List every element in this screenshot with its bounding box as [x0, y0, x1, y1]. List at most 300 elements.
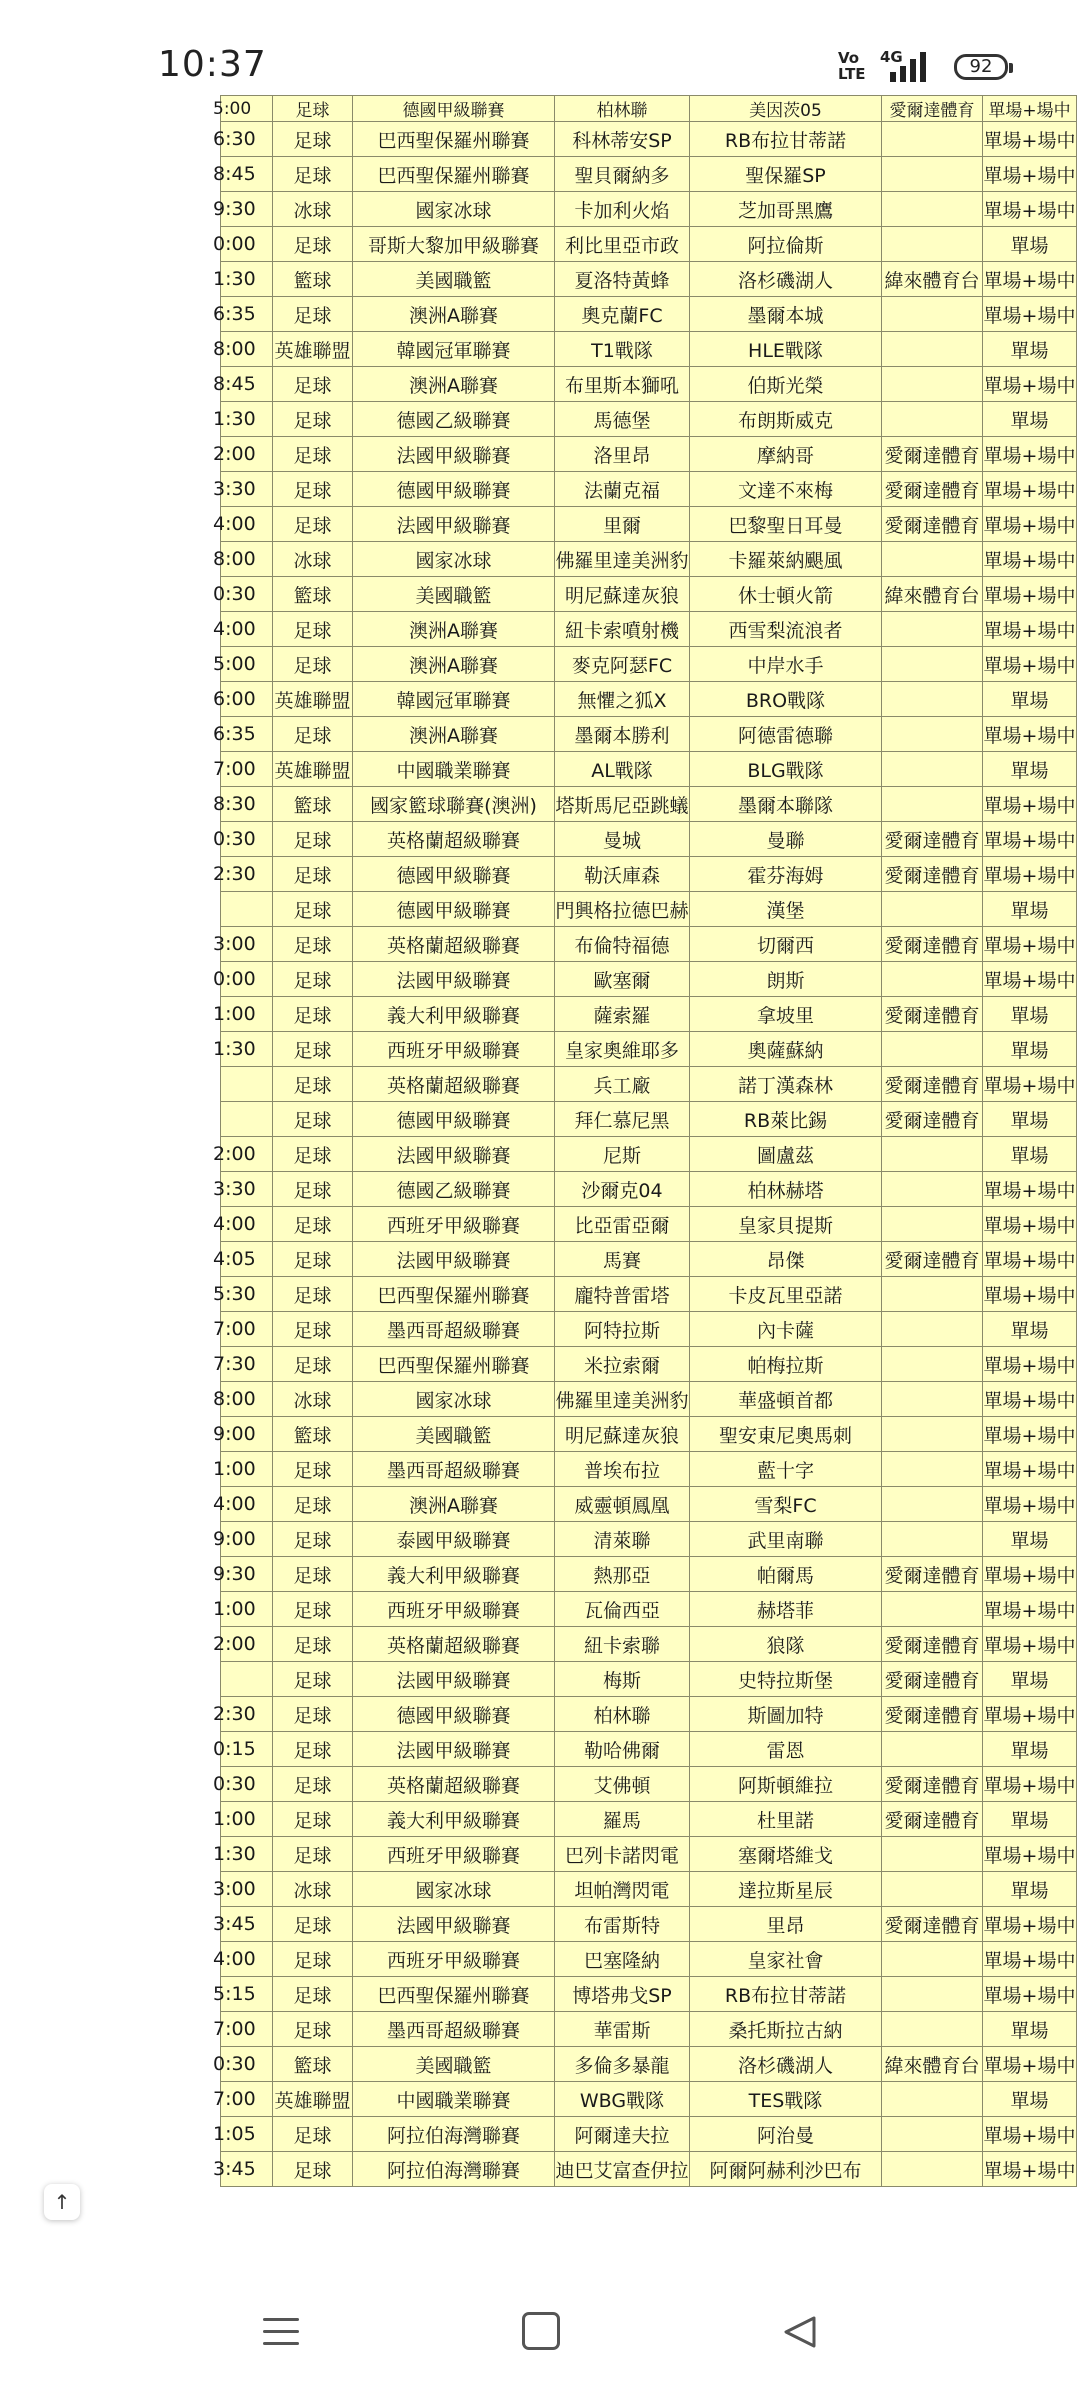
- broadcast-cell: 愛爾達體育: [882, 1767, 983, 1802]
- league-cell: 國家籃球聯賽(澳洲): [353, 787, 555, 822]
- broadcast-cell: [882, 1312, 983, 1347]
- league-cell: 法國甲級聯賽: [353, 1662, 555, 1697]
- league-cell: 美國職籃: [353, 262, 555, 297]
- broadcast-cell: [882, 122, 983, 157]
- league-cell: 韓國冠軍聯賽: [353, 332, 555, 367]
- table-row: [221, 752, 1077, 787]
- away-team-cell: 美因茨05: [690, 96, 882, 122]
- home-team-cell: 無懼之狐X: [555, 682, 690, 717]
- league-cell: 英格蘭超級聯賽: [353, 1767, 555, 1802]
- league-cell: 法國甲級聯賽: [353, 1907, 555, 1942]
- away-team-cell: 內卡薩: [690, 1312, 882, 1347]
- league-cell: 西班牙甲級聯賽: [353, 1942, 555, 1977]
- bet-type-cell: 單場+場中: [983, 262, 1077, 297]
- time-cell: 1:30: [221, 402, 273, 437]
- table-row: [221, 192, 1077, 227]
- sport-cell: 足球: [273, 1242, 353, 1277]
- time-cell: 1:00: [221, 1452, 273, 1487]
- sport-cell: 足球: [273, 122, 353, 157]
- time-cell: 6:35: [221, 297, 273, 332]
- bet-type-cell: 單場+場中: [983, 1417, 1077, 1452]
- away-team-cell: 墨爾本城: [690, 297, 882, 332]
- navigation-bar: [0, 2268, 1080, 2400]
- away-team-cell: 聖安東尼奧馬刺: [690, 1417, 882, 1452]
- broadcast-cell: [882, 1977, 983, 2012]
- home-team-cell: 威靈頓鳳凰: [555, 1487, 690, 1522]
- sport-cell: 足球: [273, 1837, 353, 1872]
- away-team-cell: 藍十字: [690, 1452, 882, 1487]
- bet-type-cell: 單場+場中: [983, 1347, 1077, 1382]
- league-cell: 巴西聖保羅州聯賽: [353, 1277, 555, 1312]
- status-bar: [0, 0, 1080, 105]
- sport-cell: 足球: [273, 1907, 353, 1942]
- broadcast-cell: [882, 1417, 983, 1452]
- table-row: [221, 332, 1077, 367]
- time-cell: 3:45: [221, 1907, 273, 1942]
- bet-type-cell: 單場+場中: [983, 927, 1077, 962]
- time-cell: 5:00: [221, 96, 273, 122]
- time-cell: 8:00: [221, 1382, 273, 1417]
- table-row: [221, 1242, 1077, 1277]
- broadcast-cell: 愛爾達體育: [882, 1242, 983, 1277]
- away-team-cell: 阿爾阿赫利沙巴布: [690, 2152, 882, 2187]
- table-row: [221, 402, 1077, 437]
- table-row: [221, 1697, 1077, 1732]
- league-cell: 哥斯大黎加甲級聯賽: [353, 227, 555, 262]
- away-team-cell: 雷恩: [690, 1732, 882, 1767]
- away-team-cell: 圖盧茲: [690, 1137, 882, 1172]
- bet-type-cell: 單場: [983, 1312, 1077, 1347]
- bet-type-cell: 單場+場中: [983, 1977, 1077, 2012]
- bet-type-cell: 單場: [983, 2082, 1077, 2117]
- broadcast-cell: 緯來體育台: [882, 262, 983, 297]
- broadcast-cell: 緯來體育台: [882, 577, 983, 612]
- away-team-cell: 帕梅拉斯: [690, 1347, 882, 1382]
- league-cell: 國家冰球: [353, 1872, 555, 1907]
- broadcast-cell: 愛爾達體育: [882, 1697, 983, 1732]
- away-team-cell: 曼聯: [690, 822, 882, 857]
- table-row: [221, 1662, 1077, 1697]
- sport-cell: 英雄聯盟: [273, 752, 353, 787]
- broadcast-cell: [882, 542, 983, 577]
- broadcast-cell: [882, 1522, 983, 1557]
- league-cell: 義大利甲級聯賽: [353, 997, 555, 1032]
- sport-cell: 籃球: [273, 262, 353, 297]
- away-team-cell: 華盛頓首都: [690, 1382, 882, 1417]
- home-team-cell: 勒沃庫森: [555, 857, 690, 892]
- sport-cell: 足球: [273, 1172, 353, 1207]
- sport-cell: 足球: [273, 1977, 353, 2012]
- time-cell: 4:00: [221, 1942, 273, 1977]
- away-team-cell: 塞爾塔維戈: [690, 1837, 882, 1872]
- home-team-cell: AL戰隊: [555, 752, 690, 787]
- bet-type-cell: 單場+場中: [983, 507, 1077, 542]
- sport-cell: 足球: [273, 857, 353, 892]
- table-row: [221, 857, 1077, 892]
- table-row: [221, 577, 1077, 612]
- broadcast-cell: [882, 1732, 983, 1767]
- time-cell: 2:30: [221, 1697, 273, 1732]
- table-row: [221, 1172, 1077, 1207]
- sport-cell: 足球: [273, 1487, 353, 1522]
- sport-cell: 籃球: [273, 2047, 353, 2082]
- time-cell: 0:00: [221, 962, 273, 997]
- broadcast-cell: [882, 1277, 983, 1312]
- league-cell: 墨西哥超級聯賽: [353, 1452, 555, 1487]
- away-team-cell: 霍芬海姆: [690, 857, 882, 892]
- bet-type-cell: 單場+場中: [983, 1172, 1077, 1207]
- bet-type-cell: 單場+場中: [983, 962, 1077, 997]
- time-cell: 9:00: [221, 1522, 273, 1557]
- home-team-cell: 紐卡索噴射機: [555, 612, 690, 647]
- home-icon[interactable]: [522, 2312, 560, 2350]
- sport-cell: 足球: [273, 1347, 353, 1382]
- broadcast-cell: [882, 367, 983, 402]
- table-row: [221, 1102, 1077, 1137]
- volte-icon: Vo LTE: [838, 49, 866, 83]
- league-cell: 澳洲A聯賽: [353, 297, 555, 332]
- broadcast-cell: [882, 1032, 983, 1067]
- broadcast-cell: [882, 332, 983, 367]
- sport-cell: 足球: [273, 1627, 353, 1662]
- sport-cell: 足球: [273, 717, 353, 752]
- bet-type-cell: 單場: [983, 1032, 1077, 1067]
- broadcast-cell: [882, 1837, 983, 1872]
- sport-cell: 足球: [273, 1942, 353, 1977]
- broadcast-cell: [882, 1382, 983, 1417]
- home-team-cell: 明尼蘇達灰狼: [555, 1417, 690, 1452]
- table-row: [221, 1067, 1077, 1102]
- table-row: [221, 717, 1077, 752]
- table-row: [221, 1382, 1077, 1417]
- time-cell: 9:30: [221, 1557, 273, 1592]
- league-cell: 德國甲級聯賽: [353, 892, 555, 927]
- home-team-cell: 比亞雷亞爾: [555, 1207, 690, 1242]
- broadcast-cell: 緯來體育台: [882, 2047, 983, 2082]
- home-team-cell: 華雷斯: [555, 2012, 690, 2047]
- away-team-cell: 杜里諾: [690, 1802, 882, 1837]
- league-cell: 英格蘭超級聯賽: [353, 822, 555, 857]
- bet-type-cell: 單場: [983, 1522, 1077, 1557]
- home-team-cell: 兵工廠: [555, 1067, 690, 1102]
- away-team-cell: 朗斯: [690, 962, 882, 997]
- time-cell: 0:30: [221, 2047, 273, 2082]
- broadcast-cell: [882, 227, 983, 262]
- sport-cell: 足球: [273, 297, 353, 332]
- home-team-cell: 法蘭克福: [555, 472, 690, 507]
- sport-cell: 足球: [273, 1767, 353, 1802]
- bet-type-cell: 單場+場中: [983, 1592, 1077, 1627]
- league-cell: 泰國甲級聯賽: [353, 1522, 555, 1557]
- away-team-cell: 休士頓火箭: [690, 577, 882, 612]
- menu-icon[interactable]: [263, 2312, 303, 2352]
- home-team-cell: 里爾: [555, 507, 690, 542]
- broadcast-cell: [882, 1487, 983, 1522]
- away-team-cell: 桑托斯拉古納: [690, 2012, 882, 2047]
- time-cell: 0:30: [221, 822, 273, 857]
- sport-cell: 足球: [273, 157, 353, 192]
- table-row: [221, 1137, 1077, 1172]
- sport-cell: 足球: [273, 1032, 353, 1067]
- table-row: [221, 1627, 1077, 1662]
- home-team-cell: 布雷斯特: [555, 1907, 690, 1942]
- broadcast-cell: 愛爾達體育: [882, 1802, 983, 1837]
- sport-cell: 足球: [273, 96, 353, 122]
- away-team-cell: 柏林赫塔: [690, 1172, 882, 1207]
- home-team-cell: 坦帕灣閃電: [555, 1872, 690, 1907]
- time-cell: 1:30: [221, 262, 273, 297]
- broadcast-cell: 愛爾達體育: [882, 472, 983, 507]
- broadcast-cell: [882, 1172, 983, 1207]
- time-cell: 9:30: [221, 192, 273, 227]
- home-team-cell: 明尼蘇達灰狼: [555, 577, 690, 612]
- table-row: [221, 822, 1077, 857]
- league-cell: 國家冰球: [353, 192, 555, 227]
- sport-cell: 足球: [273, 997, 353, 1032]
- bet-type-cell: 單場+場中: [983, 1277, 1077, 1312]
- sport-cell: 足球: [273, 1207, 353, 1242]
- table-row: [221, 472, 1077, 507]
- league-cell: 法國甲級聯賽: [353, 962, 555, 997]
- league-cell: 墨西哥超級聯賽: [353, 2012, 555, 2047]
- sport-cell: 足球: [273, 472, 353, 507]
- home-team-cell: 馬賽: [555, 1242, 690, 1277]
- away-team-cell: 巴黎聖日耳曼: [690, 507, 882, 542]
- table-row: [221, 157, 1077, 192]
- sport-cell: 足球: [273, 1277, 353, 1312]
- time-cell: [221, 1102, 273, 1137]
- broadcast-cell: [882, 1592, 983, 1627]
- bet-type-cell: 單場+場中: [983, 1382, 1077, 1417]
- away-team-cell: 阿拉倫斯: [690, 227, 882, 262]
- home-team-cell: 巴列卡諾閃電: [555, 1837, 690, 1872]
- home-team-cell: 梅斯: [555, 1662, 690, 1697]
- away-team-cell: 墨爾本聯隊: [690, 787, 882, 822]
- back-icon[interactable]: [780, 2312, 820, 2352]
- time-cell: 2:00: [221, 1137, 273, 1172]
- sport-cell: 英雄聯盟: [273, 332, 353, 367]
- bet-type-cell: 單場: [983, 332, 1077, 367]
- broadcast-cell: [882, 892, 983, 927]
- sport-cell: 足球: [273, 227, 353, 262]
- home-team-cell: 洛里昂: [555, 437, 690, 472]
- time-cell: 3:00: [221, 1872, 273, 1907]
- battery-icon: 92: [954, 54, 1008, 80]
- sport-cell: 足球: [273, 2152, 353, 2187]
- away-team-cell: 斯圖加特: [690, 1697, 882, 1732]
- table-row: [221, 682, 1077, 717]
- broadcast-cell: [882, 1452, 983, 1487]
- bet-type-cell: 單場+場中: [983, 717, 1077, 752]
- bet-type-cell: 單場+場中: [983, 2117, 1077, 2152]
- table-row: [221, 1872, 1077, 1907]
- away-team-cell: 漢堡: [690, 892, 882, 927]
- away-team-cell: 摩納哥: [690, 437, 882, 472]
- broadcast-cell: [882, 297, 983, 332]
- bet-type-cell: 單場+場中: [983, 822, 1077, 857]
- away-team-cell: 史特拉斯堡: [690, 1662, 882, 1697]
- scroll-to-top-button[interactable]: ↑: [44, 2184, 80, 2220]
- bet-type-cell: 單場+場中: [983, 1767, 1077, 1802]
- league-cell: 阿拉伯海灣聯賽: [353, 2152, 555, 2187]
- league-cell: 德國甲級聯賽: [353, 1697, 555, 1732]
- home-team-cell: 拜仁慕尼黑: [555, 1102, 690, 1137]
- time-cell: 4:00: [221, 1487, 273, 1522]
- league-cell: 澳洲A聯賽: [353, 1487, 555, 1522]
- bet-type-cell: 單場+場中: [983, 1557, 1077, 1592]
- broadcast-cell: 愛爾達體育: [882, 96, 983, 122]
- league-cell: 澳洲A聯賽: [353, 612, 555, 647]
- home-team-cell: 紐卡索聯: [555, 1627, 690, 1662]
- home-team-cell: 柏林聯: [555, 96, 690, 122]
- home-team-cell: 門興格拉德巴赫: [555, 892, 690, 927]
- bet-type-cell: 單場+場中: [983, 1627, 1077, 1662]
- table-row: [221, 892, 1077, 927]
- table-row: [221, 1032, 1077, 1067]
- broadcast-cell: [882, 402, 983, 437]
- home-team-cell: 聖貝爾納多: [555, 157, 690, 192]
- home-team-cell: 阿特拉斯: [555, 1312, 690, 1347]
- league-cell: 德國乙級聯賽: [353, 402, 555, 437]
- league-cell: 德國甲級聯賽: [353, 857, 555, 892]
- table-row: [221, 1522, 1077, 1557]
- time-cell: 3:00: [221, 927, 273, 962]
- home-team-cell: 薩索羅: [555, 997, 690, 1032]
- time-cell: 7:00: [221, 2012, 273, 2047]
- league-cell: 美國職籃: [353, 1417, 555, 1452]
- league-cell: 法國甲級聯賽: [353, 1242, 555, 1277]
- home-team-cell: 奧克蘭FC: [555, 297, 690, 332]
- signal-4g-icon: [876, 48, 936, 86]
- time-cell: 1:30: [221, 1837, 273, 1872]
- time-cell: 1:30: [221, 1032, 273, 1067]
- broadcast-cell: [882, 1872, 983, 1907]
- time-cell: 8:00: [221, 542, 273, 577]
- league-cell: 法國甲級聯賽: [353, 1732, 555, 1767]
- time-cell: 0:00: [221, 227, 273, 262]
- bet-type-cell: 單場: [983, 1872, 1077, 1907]
- broadcast-cell: 愛爾達體育: [882, 1907, 983, 1942]
- league-cell: 巴西聖保羅州聯賽: [353, 1977, 555, 2012]
- home-team-cell: 利比里亞市政: [555, 227, 690, 262]
- league-cell: 國家冰球: [353, 542, 555, 577]
- time-cell: 6:00: [221, 682, 273, 717]
- away-team-cell: 芝加哥黑鷹: [690, 192, 882, 227]
- bet-type-cell: 單場+場中: [983, 472, 1077, 507]
- sport-cell: 足球: [273, 1067, 353, 1102]
- home-team-cell: 尼斯: [555, 1137, 690, 1172]
- away-team-cell: 洛杉磯湖人: [690, 2047, 882, 2082]
- broadcast-cell: [882, 647, 983, 682]
- league-cell: 西班牙甲級聯賽: [353, 1592, 555, 1627]
- sport-cell: 足球: [273, 1557, 353, 1592]
- schedule-table-viewport[interactable]: [0, 98, 1080, 2253]
- table-row: [221, 1277, 1077, 1312]
- sport-cell: 冰球: [273, 1872, 353, 1907]
- sport-cell: 冰球: [273, 192, 353, 227]
- time-cell: 0:15: [221, 1732, 273, 1767]
- away-team-cell: 中岸水手: [690, 647, 882, 682]
- home-team-cell: 佛羅里達美洲豹: [555, 1382, 690, 1417]
- sport-cell: 英雄聯盟: [273, 2082, 353, 2117]
- sport-cell: 足球: [273, 647, 353, 682]
- broadcast-cell: [882, 787, 983, 822]
- table-row: [221, 612, 1077, 647]
- away-team-cell: BRO戰隊: [690, 682, 882, 717]
- broadcast-cell: 愛爾達體育: [882, 822, 983, 857]
- home-team-cell: 夏洛特黃蜂: [555, 262, 690, 297]
- time-cell: 5:00: [221, 647, 273, 682]
- bet-type-cell: 單場+場中: [983, 647, 1077, 682]
- league-cell: 中國職業聯賽: [353, 2082, 555, 2117]
- table-row: [221, 96, 1077, 122]
- time-cell: 3:30: [221, 472, 273, 507]
- bet-type-cell: 單場: [983, 1732, 1077, 1767]
- home-team-cell: 塔斯馬尼亞跳蟻: [555, 787, 690, 822]
- sport-cell: 足球: [273, 1522, 353, 1557]
- bet-type-cell: 單場+場中: [983, 612, 1077, 647]
- away-team-cell: BLG戰隊: [690, 752, 882, 787]
- sport-cell: 足球: [273, 962, 353, 997]
- table-row: [221, 367, 1077, 402]
- bet-type-cell: 單場: [983, 892, 1077, 927]
- time-cell: 4:05: [221, 1242, 273, 1277]
- sport-cell: 足球: [273, 1102, 353, 1137]
- table-row: [221, 1312, 1077, 1347]
- time-cell: 2:00: [221, 437, 273, 472]
- league-cell: 英格蘭超級聯賽: [353, 927, 555, 962]
- sport-cell: 足球: [273, 1137, 353, 1172]
- league-cell: 法國甲級聯賽: [353, 1137, 555, 1172]
- league-cell: 法國甲級聯賽: [353, 437, 555, 472]
- table-row: [221, 507, 1077, 542]
- league-cell: 美國職籃: [353, 577, 555, 612]
- table-row: [221, 227, 1077, 262]
- away-team-cell: 伯斯光榮: [690, 367, 882, 402]
- home-team-cell: 艾佛頓: [555, 1767, 690, 1802]
- bet-type-cell: 單場: [983, 682, 1077, 717]
- bet-type-cell: 單場+場中: [983, 297, 1077, 332]
- league-cell: 德國甲級聯賽: [353, 1102, 555, 1137]
- bet-type-cell: 單場+場中: [983, 542, 1077, 577]
- home-team-cell: 勒哈佛爾: [555, 1732, 690, 1767]
- league-cell: 中國職業聯賽: [353, 752, 555, 787]
- away-team-cell: HLE戰隊: [690, 332, 882, 367]
- broadcast-cell: [882, 962, 983, 997]
- broadcast-cell: 愛爾達體育: [882, 437, 983, 472]
- network-type-label: 4G: [880, 48, 903, 66]
- broadcast-cell: [882, 717, 983, 752]
- sport-cell: 足球: [273, 892, 353, 927]
- bet-type-cell: 單場+場中: [983, 1942, 1077, 1977]
- sport-cell: 足球: [273, 437, 353, 472]
- league-cell: 義大利甲級聯賽: [353, 1557, 555, 1592]
- league-cell: 美國職籃: [353, 2047, 555, 2082]
- time-cell: 6:35: [221, 717, 273, 752]
- broadcast-cell: 愛爾達體育: [882, 1102, 983, 1137]
- away-team-cell: 西雪梨流浪者: [690, 612, 882, 647]
- bet-type-cell: 單場: [983, 752, 1077, 787]
- home-team-cell: 卡加利火焰: [555, 192, 690, 227]
- home-team-cell: 巴塞隆納: [555, 1942, 690, 1977]
- broadcast-cell: [882, 157, 983, 192]
- away-team-cell: 武里南聯: [690, 1522, 882, 1557]
- table-row: [221, 1592, 1077, 1627]
- league-cell: 巴西聖保羅州聯賽: [353, 122, 555, 157]
- broadcast-cell: 愛爾達體育: [882, 1067, 983, 1102]
- away-team-cell: 赫塔菲: [690, 1592, 882, 1627]
- home-team-cell: 普埃布拉: [555, 1452, 690, 1487]
